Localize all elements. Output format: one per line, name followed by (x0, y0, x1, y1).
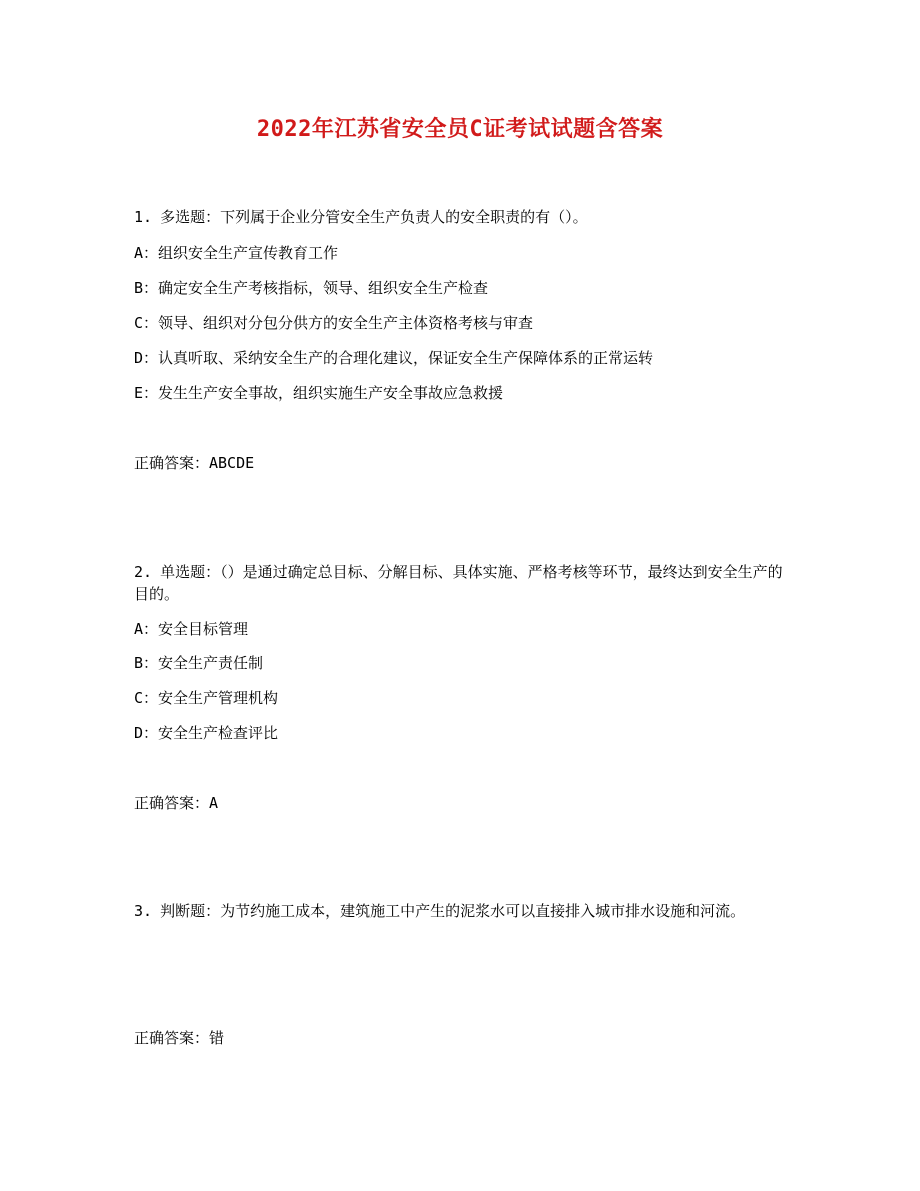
question-2-stem (134, 561, 784, 605)
question-text: 判断题：为节约施工成本，建筑施工中产生的泥浆水可以直接排入城市排水设施和河流。 (160, 902, 746, 920)
question-2-answer: 正确答案：A (134, 794, 219, 812)
question-number: 2. (134, 563, 153, 581)
question-2-option-b: B：安全生产责任制 (134, 654, 264, 672)
question-1-option-c: C：领导、组织对分包分供方的安全生产主体资格考核与审查 (134, 314, 534, 332)
question-2-option-c: C：安全生产管理机构 (134, 689, 279, 707)
question-text: 多选题：下列属于企业分管安全生产负责人的安全职责的有（）。 (160, 208, 588, 226)
question-text: 单选题：（）是通过确定总目标、分解目标、具体实施、严格考核等环节，最终达到安全生产的目的。 (134, 563, 783, 603)
document-title: 2022年江苏省安全员C证考试试题含答案 (256, 117, 664, 142)
question-2-option-d: D：安全生产检查评比 (134, 724, 279, 742)
question-1-answer: 正确答案：ABCDE (134, 454, 255, 472)
question-3-answer: 正确答案：错 (134, 1029, 225, 1047)
question-2-option-a: A：安全目标管理 (134, 620, 249, 638)
question-3-stem (134, 900, 784, 922)
question-number: 3. (134, 902, 153, 920)
question-1-option-d: D：认真听取、采纳安全生产的合理化建议，保证安全生产保障体系的正常运转 (134, 349, 654, 367)
question-1-option-a: A：组织安全生产宣传教育工作 (134, 244, 339, 262)
question-1-option-e: E：发生生产安全事故，组织实施生产安全事故应急救援 (134, 384, 504, 402)
question-1-stem (134, 206, 588, 228)
question-number: 1. (134, 208, 153, 226)
question-1-option-b: B：确定安全生产考核指标，领导、组织安全生产检查 (134, 279, 489, 297)
